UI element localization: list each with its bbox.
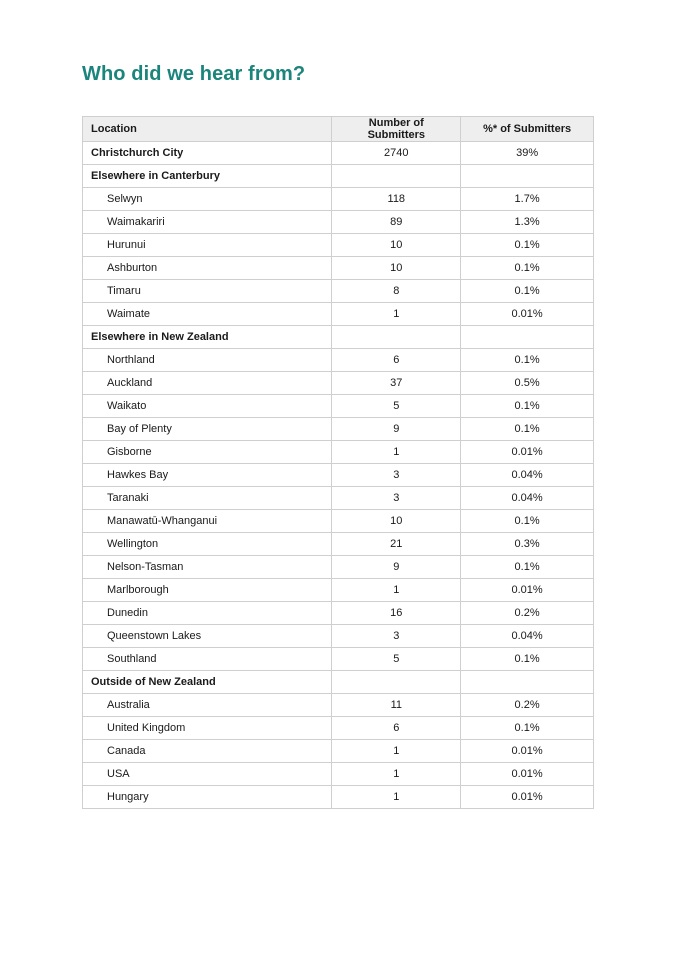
- location-cell: Hawkes Bay: [83, 464, 332, 487]
- location-cell: Bay of Plenty: [83, 418, 332, 441]
- submitter-count-cell: 9: [332, 556, 461, 579]
- submitter-percent-cell: 0.01%: [461, 763, 594, 786]
- submitter-count-cell: 5: [332, 395, 461, 418]
- submitter-percent-cell: 0.01%: [461, 579, 594, 602]
- location-cell: Hungary: [83, 786, 332, 809]
- table-group-row: [83, 142, 594, 165]
- location-cell: Southland: [83, 648, 332, 671]
- table-row: [83, 280, 594, 303]
- location-cell: Waimakariri: [83, 211, 332, 234]
- submitter-percent-cell: 0.1%: [461, 234, 594, 257]
- page-title: Who did we hear from?: [82, 63, 306, 85]
- submitter-percent-cell: 0.04%: [461, 464, 594, 487]
- table-row: [83, 556, 594, 579]
- location-cell: Ashburton: [83, 257, 332, 280]
- submitter-percent-cell: 0.1%: [461, 418, 594, 441]
- column-header-percent: %* of Submitters: [461, 117, 594, 142]
- table-row: [83, 510, 594, 533]
- submitter-count-cell: 3: [332, 625, 461, 648]
- location-cell: Australia: [83, 694, 332, 717]
- location-cell: Christchurch City: [83, 142, 332, 165]
- submitter-percent-cell: 0.01%: [461, 441, 594, 464]
- location-cell: Queenstown Lakes: [83, 625, 332, 648]
- table-row: [83, 418, 594, 441]
- submitter-percent-cell: 0.1%: [461, 395, 594, 418]
- table-row: [83, 648, 594, 671]
- submitter-count-cell: [332, 671, 461, 694]
- submitter-count-cell: 10: [332, 257, 461, 280]
- table-row: [83, 349, 594, 372]
- submitter-percent-cell: 0.3%: [461, 533, 594, 556]
- location-cell: United Kingdom: [83, 717, 332, 740]
- table-body: [83, 142, 594, 809]
- submitter-count-cell: 3: [332, 464, 461, 487]
- table-row: [83, 487, 594, 510]
- submitter-percent-cell: 1.7%: [461, 188, 594, 211]
- location-cell: Waimate: [83, 303, 332, 326]
- submitter-count-cell: 2740: [332, 142, 461, 165]
- location-cell: Timaru: [83, 280, 332, 303]
- submitter-count-cell: 5: [332, 648, 461, 671]
- table-row: [83, 533, 594, 556]
- location-cell: Canada: [83, 740, 332, 763]
- table-row: [83, 717, 594, 740]
- submitter-count-cell: 1: [332, 786, 461, 809]
- location-cell: Selwyn: [83, 188, 332, 211]
- submitter-count-cell: 21: [332, 533, 461, 556]
- column-header-location: Location: [83, 117, 332, 142]
- submitters-table: [82, 116, 594, 809]
- table-row: [83, 740, 594, 763]
- location-cell: Marlborough: [83, 579, 332, 602]
- table-row: [83, 441, 594, 464]
- table-group-row: [83, 165, 594, 188]
- submitter-percent-cell: 0.1%: [461, 556, 594, 579]
- location-cell: Manawatū-Whanganui: [83, 510, 332, 533]
- submitter-percent-cell: 1.3%: [461, 211, 594, 234]
- submitter-count-cell: 37: [332, 372, 461, 395]
- submitter-percent-cell: 0.01%: [461, 303, 594, 326]
- submitter-percent-cell: 0.1%: [461, 349, 594, 372]
- submitter-count-cell: 6: [332, 717, 461, 740]
- submitter-percent-cell: 0.01%: [461, 786, 594, 809]
- table-row: [83, 395, 594, 418]
- submitter-percent-cell: 0.1%: [461, 257, 594, 280]
- table-row: [83, 234, 594, 257]
- table-row: [83, 303, 594, 326]
- submitter-count-cell: 16: [332, 602, 461, 625]
- submitter-count-cell: 11: [332, 694, 461, 717]
- submitter-percent-cell: 0.01%: [461, 740, 594, 763]
- submitter-percent-cell: [461, 165, 594, 188]
- table-row: [83, 602, 594, 625]
- submitter-count-cell: 1: [332, 441, 461, 464]
- location-cell: Gisborne: [83, 441, 332, 464]
- location-cell: Hurunui: [83, 234, 332, 257]
- location-cell: Taranaki: [83, 487, 332, 510]
- table-row: [83, 257, 594, 280]
- table-row: [83, 694, 594, 717]
- submitter-percent-cell: 0.1%: [461, 510, 594, 533]
- table-row: [83, 464, 594, 487]
- table-row: [83, 579, 594, 602]
- location-cell: Dunedin: [83, 602, 332, 625]
- submitter-count-cell: 10: [332, 510, 461, 533]
- submitter-percent-cell: 0.1%: [461, 648, 594, 671]
- table-header-row: [83, 117, 594, 142]
- submitter-count-cell: 3: [332, 487, 461, 510]
- table-row: [83, 211, 594, 234]
- location-cell: Elsewhere in New Zealand: [83, 326, 332, 349]
- submitter-count-cell: 9: [332, 418, 461, 441]
- submitter-percent-cell: 39%: [461, 142, 594, 165]
- table-row: [83, 625, 594, 648]
- table-row: [83, 786, 594, 809]
- submitter-percent-cell: 0.1%: [461, 280, 594, 303]
- table-row: [83, 763, 594, 786]
- submitter-percent-cell: 0.04%: [461, 625, 594, 648]
- table-group-row: [83, 326, 594, 349]
- submitter-percent-cell: 0.2%: [461, 602, 594, 625]
- location-cell: Outside of New Zealand: [83, 671, 332, 694]
- submitter-count-cell: 89: [332, 211, 461, 234]
- submitter-count-cell: 118: [332, 188, 461, 211]
- submitter-percent-cell: 0.04%: [461, 487, 594, 510]
- submitter-percent-cell: 0.2%: [461, 694, 594, 717]
- location-cell: USA: [83, 763, 332, 786]
- location-cell: Auckland: [83, 372, 332, 395]
- submitter-count-cell: [332, 326, 461, 349]
- location-cell: Waikato: [83, 395, 332, 418]
- submitter-count-cell: 10: [332, 234, 461, 257]
- location-cell: Elsewhere in Canterbury: [83, 165, 332, 188]
- submitter-count-cell: [332, 165, 461, 188]
- table-group-row: [83, 671, 594, 694]
- location-cell: Nelson-Tasman: [83, 556, 332, 579]
- submitter-count-cell: 8: [332, 280, 461, 303]
- submitter-count-cell: 1: [332, 579, 461, 602]
- submitter-percent-cell: 0.5%: [461, 372, 594, 395]
- table-row: [83, 372, 594, 395]
- location-cell: Northland: [83, 349, 332, 372]
- submitter-count-cell: 6: [332, 349, 461, 372]
- submitter-count-cell: 1: [332, 763, 461, 786]
- submitter-percent-cell: 0.1%: [461, 717, 594, 740]
- table-row: [83, 188, 594, 211]
- submitter-count-cell: 1: [332, 740, 461, 763]
- submitter-count-cell: 1: [332, 303, 461, 326]
- location-cell: Wellington: [83, 533, 332, 556]
- submitter-percent-cell: [461, 326, 594, 349]
- column-header-number: Number of Submitters: [332, 117, 461, 142]
- submitter-percent-cell: [461, 671, 594, 694]
